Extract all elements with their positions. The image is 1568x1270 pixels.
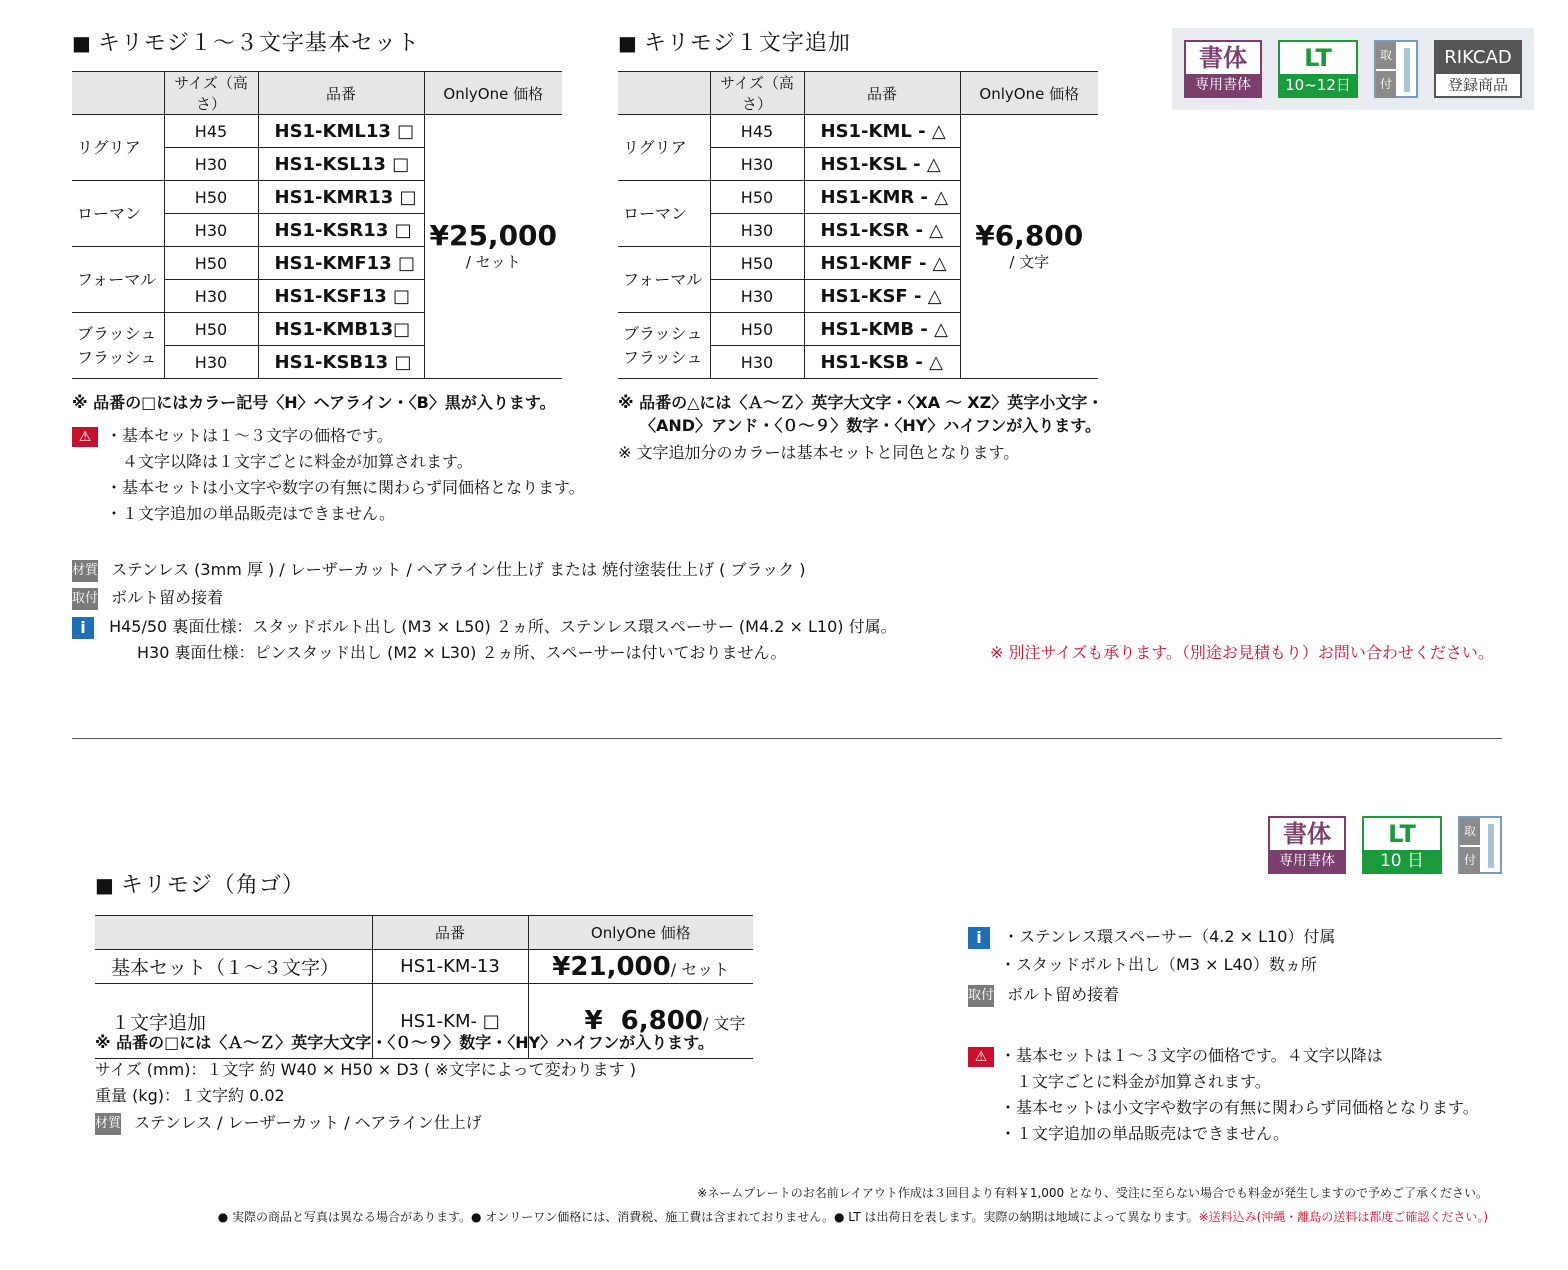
price-cell bbox=[960, 115, 1098, 379]
section3-weight: 重量 (kg)：１文字約 0.02 bbox=[95, 1086, 285, 1105]
size-cell: H30 bbox=[164, 214, 258, 247]
font-name: ローマン bbox=[72, 181, 164, 247]
info-row-2: H30 裏面仕様：ピンスタッド出し (M2 × L30) ２ヵ所、スペーサーは付いておりません。 bbox=[137, 643, 787, 662]
price-unit: / セット bbox=[465, 253, 521, 271]
section1-table bbox=[72, 71, 562, 379]
table-row: 基本セット（１～３文字） HS1-KM-13 ¥21,000/ セット bbox=[95, 950, 753, 984]
code-cell: HS1-KSL - △ bbox=[804, 148, 960, 181]
code-cell: HS1-KMF13 □ bbox=[258, 247, 424, 280]
size-cell: H30 bbox=[710, 214, 804, 247]
size-cell: H30 bbox=[710, 346, 804, 379]
section2-note: 〈AND〉アンド・〈０～９〉数字・〈HY〉ハイフンが入ります。 bbox=[640, 416, 1101, 435]
section3-warning-line: ・１文字追加の単品販売はできません。 bbox=[1000, 1124, 1289, 1143]
font-name: フォーマル bbox=[72, 247, 164, 313]
section1-warning-line: ４文字以降は１文字ごとに料金が加算されます。 bbox=[106, 452, 473, 471]
section1-warning-line: ・１文字追加の単品販売はできません。 bbox=[106, 504, 395, 523]
code-cell: HS1-KMR - △ bbox=[804, 181, 960, 214]
size-cell: H45 bbox=[164, 115, 258, 148]
header-code: 品番 bbox=[372, 916, 528, 950]
header-code: 品番 bbox=[804, 72, 960, 115]
code-cell: HS1-KSB13 □ bbox=[258, 346, 424, 379]
code-cell: HS1-KML - △ bbox=[804, 115, 960, 148]
section3-note: ※ 品番の□には〈Ａ～Ｚ〉英字大文字・〈０～９〉数字・〈HY〉ハイフンが入ります。 bbox=[95, 1033, 714, 1052]
section3-warning-line: ・基本セットは１～３文字の価格です。４文字以降は bbox=[1000, 1046, 1383, 1065]
code-cell: HS1-KSB - △ bbox=[804, 346, 960, 379]
section2-table bbox=[618, 71, 1098, 379]
font-badge: 書体 専用書体 bbox=[1184, 40, 1262, 98]
size-cell: H50 bbox=[710, 181, 804, 214]
section1-warning-line: ・基本セットは小文字や数字の有無に関わらず同価格となります。 bbox=[106, 478, 585, 497]
table-row bbox=[72, 115, 562, 148]
mount-tag-icon: 取付 bbox=[968, 985, 994, 1007]
section1-title: ■ キリモジ１～３文字基本セット bbox=[72, 31, 420, 56]
section3-material: 材質 ステンレス / レーザーカット / ヘアライン仕上げ bbox=[95, 1110, 482, 1136]
size-cell: H30 bbox=[164, 148, 258, 181]
size-cell: H50 bbox=[164, 313, 258, 346]
font-name: リグリア bbox=[618, 115, 710, 181]
info-row: i H45/50 裏面仕様：スタッドボルト出し (M3 × L50) ２ヵ所、ステンレス環スペーサー (M4.2 × L10) 付属。 bbox=[72, 614, 897, 640]
code-cell: HS1-KSL13 □ bbox=[258, 148, 424, 181]
table-row: １文字追加 HS1-KM- □ ¥ 6,800/ 文字 bbox=[95, 984, 753, 1059]
size-cell: H30 bbox=[710, 148, 804, 181]
section1-warning bbox=[72, 426, 98, 447]
font-name: ブラッシュ フラッシュ bbox=[618, 313, 710, 379]
font-name: ローマン bbox=[618, 181, 710, 247]
section3-info: i ・ステンレス環スペーサー（4.2 × L10）付属 bbox=[968, 924, 1335, 950]
header-size: サイズ（高さ） bbox=[164, 72, 258, 115]
section3-mount: 取付 ボルト留め接着 bbox=[968, 982, 1119, 1008]
table-row bbox=[618, 115, 1098, 148]
section3-size: サイズ (mm)：１文字 約 W40 × H50 × D3 ( ※文字によって変わります ) bbox=[95, 1060, 637, 1079]
font-name: フォーマル bbox=[618, 247, 710, 313]
section2-color-note: ※ 文字追加分のカラーは基本セットと同色となります。 bbox=[618, 443, 1020, 462]
rikcad-badge: RIKCAD 登録商品 bbox=[1434, 40, 1522, 98]
header-price: OnlyOne 価格 bbox=[424, 72, 562, 115]
footer-note: ※ネームプレートのお名前レイアウト作成は３回目より有料￥1,000 となり、受注に至らない場合でも料金が発生しますので予めご了承ください。 bbox=[697, 1186, 1488, 1200]
section3-info-2: ・スタッドボルト出し（M3 × L40）数ヵ所 bbox=[1000, 955, 1317, 974]
header-size: サイズ（高さ） bbox=[710, 72, 804, 115]
size-cell: H50 bbox=[710, 313, 804, 346]
font-badge: 書体 専用書体 bbox=[1268, 816, 1346, 874]
lt-badge: LT 10~12日 bbox=[1278, 40, 1358, 98]
mount-badge: 取 付 bbox=[1374, 40, 1418, 98]
size-cell: H45 bbox=[710, 115, 804, 148]
code-cell: HS1-KSF - △ bbox=[804, 280, 960, 313]
code-cell: HS1-KMB - △ bbox=[804, 313, 960, 346]
mount-tag-icon: 取付 bbox=[72, 588, 98, 610]
section3-title: ■ キリモジ（角ゴ） bbox=[95, 873, 305, 898]
size-cell: H50 bbox=[164, 247, 258, 280]
size-cell: H30 bbox=[710, 280, 804, 313]
material-row: 材質 ステンレス (3mm 厚 ) / レーザーカット / ヘアライン仕上げ または 焼付塗装仕上げ ( ブラック ) bbox=[72, 557, 805, 583]
code-cell: HS1-KMF - △ bbox=[804, 247, 960, 280]
size-cell: H30 bbox=[164, 346, 258, 379]
size-cell: H50 bbox=[164, 181, 258, 214]
warning-icon: ⚠ bbox=[968, 1047, 994, 1067]
price-value: ¥25,000 bbox=[429, 219, 558, 252]
mount-badge: 取 付 bbox=[1458, 816, 1502, 874]
section3-warning-line: １文字ごとに料金が加算されます。 bbox=[1000, 1072, 1271, 1091]
warning-icon: ⚠ bbox=[72, 427, 98, 447]
section3-warning-line: ・基本セットは小文字や数字の有無に関わらず同価格となります。 bbox=[1000, 1098, 1479, 1117]
section3-warning bbox=[968, 1046, 994, 1067]
code-cell: HS1-KSR - △ bbox=[804, 214, 960, 247]
section2-title: ■ キリモジ１文字追加 bbox=[618, 31, 851, 56]
font-name: ブラッシュ フラッシュ bbox=[72, 313, 164, 379]
mount-row: 取付 ボルト留め接着 bbox=[72, 585, 223, 611]
font-name: リグリア bbox=[72, 115, 164, 181]
code-cell: HS1-KML13 □ bbox=[258, 115, 424, 148]
price-cell bbox=[424, 115, 562, 379]
header-code: 品番 bbox=[258, 72, 424, 115]
lt-badge: LT 10 日 bbox=[1362, 816, 1442, 874]
section1-note: ※ 品番の□にはカラー記号〈H〉ヘアライン・〈B〉黒が入ります。 bbox=[72, 393, 556, 412]
footer-disclaimer: ● 実際の商品と写真は異なる場合があります。● オンリーワン価格には、消費税、施工費は含まれておりません。● LT は出荷日を表します。実際の納期は地域によって異なります。※送料込み(沖縄・離島の送料は都度ご確認ください。) bbox=[217, 1210, 1488, 1224]
header-price: OnlyOne 価格 bbox=[960, 72, 1098, 115]
section2-note: ※ 品番の△には〈Ａ～Ｚ〉英字大文字・〈XA ～ XZ〉英字小文字・ bbox=[618, 393, 1104, 412]
price-value: ¥6,800 bbox=[975, 219, 1084, 252]
material-tag-icon: 材質 bbox=[95, 1113, 121, 1135]
material-tag-icon: 材質 bbox=[72, 560, 98, 582]
size-cell: H50 bbox=[710, 247, 804, 280]
divider bbox=[72, 738, 1502, 739]
code-cell: HS1-KMB13□ bbox=[258, 313, 424, 346]
section1-warning-line: ・基本セットは１～３文字の価格です。 bbox=[106, 426, 393, 445]
info-icon: i bbox=[72, 617, 94, 639]
custom-size-note: ※ 別注サイズも承ります。（別途お見積もり）お問い合わせください。 bbox=[990, 643, 1494, 662]
size-cell: H30 bbox=[164, 280, 258, 313]
code-cell: HS1-KSF13 □ bbox=[258, 280, 424, 313]
header-price: OnlyOne 価格 bbox=[528, 916, 753, 950]
code-cell: HS1-KMR13 □ bbox=[258, 181, 424, 214]
price-unit: / 文字 bbox=[1009, 253, 1050, 271]
code-cell: HS1-KSR13 □ bbox=[258, 214, 424, 247]
info-icon: i bbox=[968, 927, 990, 949]
